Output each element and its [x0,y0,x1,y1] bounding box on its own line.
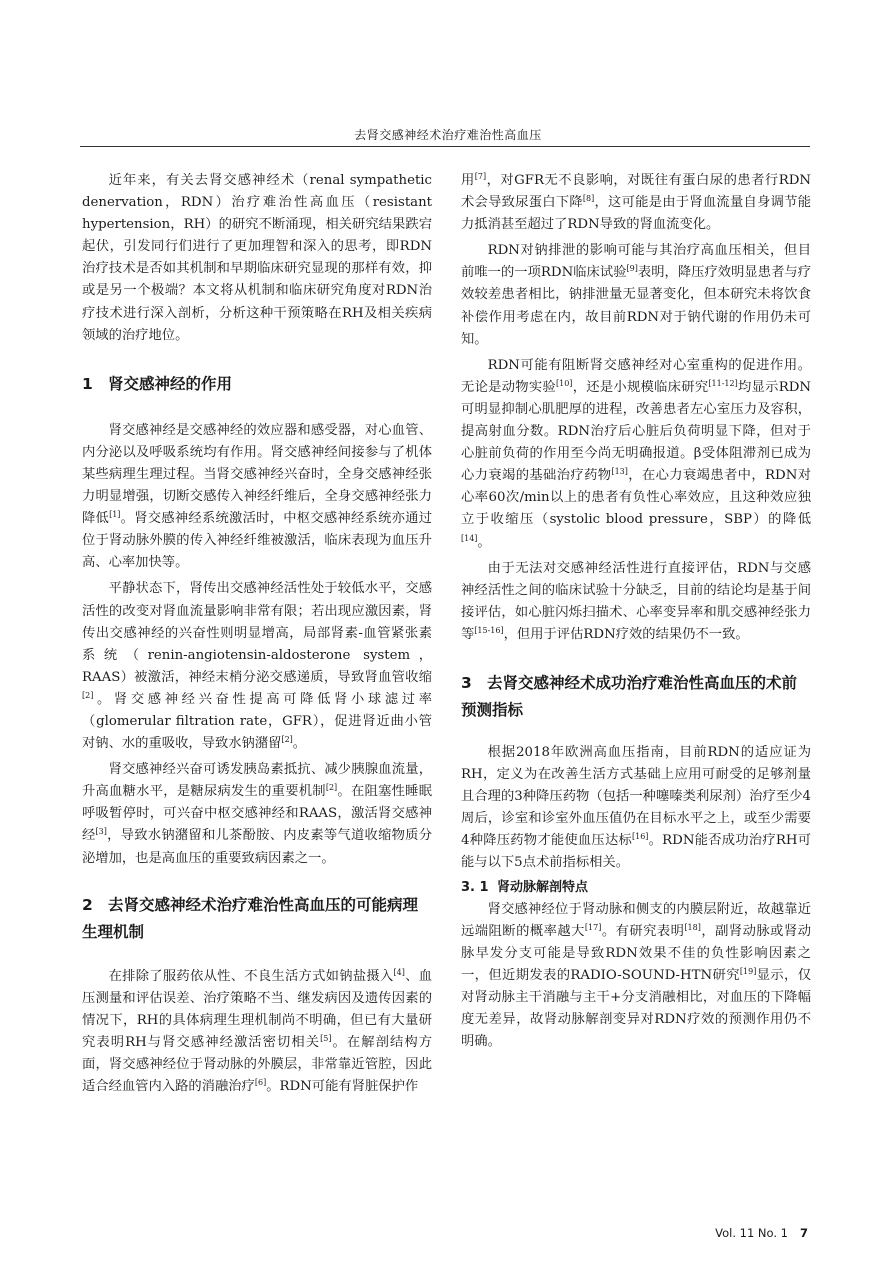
right-column [461,170,811,1053]
section-2-number: 2 [82,895,93,914]
text-run: 。在解剖结构方面，肾交感神经位于肾动脉的外膜层，非常靠近管腔，因此适合经血管内入路的消融治疗 [82,1034,433,1095]
citation: [11-12] [708,378,738,388]
text-run: ，副肾动脉或肾动脉早发分支可能是导致RDN效果不佳的负性影响因素之一，但近期发表的RADIO-SOUND-HTN研究 [461,923,812,983]
text-run: 、血压测量和评估误差、治疗策略不当、继发病因及遗传因素的情况下，RH的具体病理生理机制尚不明确，但已有大量研究表明RH与肾交感神经激活密切相关 [82,968,433,1050]
citation: [17] [584,922,602,932]
header-rule [80,146,810,147]
running-header: 去肾交感神经术治疗难治性高血压 [354,128,542,142]
text-run: 均显示RDN可明显抑制心肌肥厚的进程，改善患者左心室压力及容积，提高射血分数。RDN治疗后心脏后负荷明显下降，但对于心脏前负荷的作用至今尚无明确报道。β受体阻滞剂已成为心力衰竭的基础治疗药物 [461,379,812,484]
citation: [2] [281,735,293,745]
volume-label: Vol. 11 No. 1 [715,1226,788,1240]
citation: [6] [254,1078,267,1088]
text-run: 肾交感神经位于肾动脉和侧支的内膜层附近，故越靠近远端阻断的概率越大 [461,901,811,939]
text-run: 用 [461,173,475,188]
left-column [82,170,432,1098]
citation: [9] [626,264,638,274]
subsection-3-1-paragraph [461,899,811,1054]
page-footer [715,1226,808,1240]
section-1-paragraph-2 [82,578,432,755]
subsection-3-1-title: 肾动脉解剖特点 [497,879,589,895]
text-run: 。RDN能否成功治疗RH可能与以下5点术前指标相关。 [461,833,811,871]
text-run: 平静状态下，肾传出交感神经活性处于较低水平，交感活性的改变对肾血流量影响非常有限；若出现应激因素，肾传出交感神经的兴奋性则明显增高，局部肾素-血管紧张素系统（renin-angiotensin-aldosterone system，RAAS）被激活，神经末梢分泌交感递质，导致肾血管收缩 [82,581,432,685]
citation: [8] [582,194,595,204]
section-1-title: 肾交感神经的作用 [108,374,233,393]
text-run: 肾交感神经兴奋可诱发胰岛素抵抗、减少胰腺血流量，升高血糖水平，是糖尿病发生的重要机制 [82,762,432,800]
text-run: RDN可能有阻断肾交感神经对心室重构的促进作用。无论是动物实验 [461,357,811,395]
citation: [2] [82,690,94,700]
citation: [16] [632,832,649,842]
section-3-title: 去肾交感神经术成功治疗难治性高血压的术前预测指标 [461,673,798,719]
section-3-paragraph-1 [461,742,811,875]
text-run: 。在阻塞性睡眠呼吸暂停时，可兴奋中枢交感神经和RAAS，激活肾交感神经 [82,784,433,844]
text-run: 。RDN可能有肾脏保护作 [266,1079,419,1095]
text-run: 。肾交感神经兴奋性提高可降低肾小球滤过率（glomerular filtration rate，GFR），促进肾近曲小管对钠、水的重吸收，导致水钠潴留 [82,691,432,752]
citation: [13] [611,467,628,477]
text-run: ，这可能是由于肾血流量自身调节能力抵消甚至超过了RDN导致的肾血流变化。 [461,195,812,233]
citation: [7] [474,172,487,181]
text-run: 肾交感神经是交感神经的效应器和感受器，对心血管、内分泌以及呼吸系统均有作用。肾交感神经间接参与了机体某些病理生理过程。当肾交感神经兴奋时，全身交感神经张力明显增强，切断交感传入神经纤维后，全身交感神经张力降低 [82,422,432,527]
citation: [14] [461,533,478,543]
text-run: 近年来，有关去肾交感神经术（renal sympathetic denervation，RDN）治疗难治性高血压（resistant hypertension，RH）的研究不断涌现，相关研究结果跌宕起伏，引发同行们进行了更加理智和深入的思考，即RDN治疗技术是否如其机制和早期临床研究显现的那样有效，抑或是另一个极端？本文将从机制和临床研究角度对RDN治疗技术进行深入剖析，分析这种干预策略在RH及相关疾病领域的治疗地位。 [82,173,432,343]
subsection-3-1-number: 3. 1 [461,879,489,895]
citation: [2] [325,783,338,793]
section-1-paragraph-1 [82,420,432,575]
section-3-heading [461,670,811,724]
citation: [4] [393,967,405,977]
text-run: 。 [477,534,491,550]
citation: [3] [95,827,107,837]
intro-paragraph [82,170,432,347]
text-run: 由于无法对交感神经活性进行直接评估，RDN与交感神经活性之间的临床试验十分缺乏，目前的结论均是基于间接评估，如心脏闪烁扫描术、心率变异率和肌交感神经张力等 [461,560,811,642]
text-run: 根据2018年欧洲高血压指南，目前RDN的适应证为RH，定义为在改善生活方式基础上应用可耐受的足够剂量且合理的3种降压药物（包括一种噻嗪类利尿剂）治疗至少4周后，诊室和诊室外血压值仍在目标水平之上，或至少需要4种降压药物才能使血压达标 [461,744,811,849]
rdn-assessment-paragraph [461,558,811,646]
text-run: ，但用于评估RDN疗效的结果仍不一致。 [503,626,749,642]
text-run: ，还是小规模临床研究 [572,379,709,395]
section-2-heading [82,892,432,946]
text-run: 在排除了服药依从性、不良生活方式如钠盐摄入 [108,968,394,984]
rdn-ventricular-paragraph [461,355,811,554]
text-run: 。 [292,736,307,752]
text-run: ，导致水钠潴留和儿茶酚胺、内皮素等气道收缩物质分泌增加，也是高血压的重要致病因素之一。 [82,828,432,866]
section-2-title: 去肾交感神经术治疗难治性高血压的可能病理生理机制 [82,895,419,941]
section-3-number: 3 [461,673,472,692]
rdn-sodium-paragraph [461,240,811,350]
text-run: 。有研究表明 [601,923,685,939]
text-run: 表明，降压疗效明显患者与疗效较差患者相比，钠排泄量无显著变化，但本研究未将饮食补偿作用考虑在内，故目前RDN对于钠代谢的作用仍未可知。 [461,265,811,347]
text-run: ，在心力衰竭患者中，RDN对心率60次/min以上的患者有负性心率效应，且这种效应独立于收缩压（systolic blood pressure，SBP）的降低 [461,468,812,528]
subsection-3-1-heading [461,877,811,899]
text-run: ，对GFR无不良影响，对既往有蛋白尿的患者行RDN术会导致尿蛋白下降 [461,173,811,211]
text-run: 。肾交感神经系统激活时，中枢交感神经系统亦通过位于肾动脉外膜的传入神经纤维被激活，临床表现为血压升高、心率加快等。 [82,511,433,571]
section-2-paragraph-1 [82,966,432,1099]
section-1-paragraph-3 [82,759,432,869]
continued-paragraph [461,170,811,236]
citation: [10] [556,378,573,388]
citation: [5] [320,1033,332,1043]
citation: [15-16] [474,625,504,635]
citation: [18] [684,922,701,932]
section-1-heading [82,371,432,398]
citation: [19] [739,966,757,976]
text-run: 显示，仅对肾动脉主干消融与主干+分支消融相比，对血压的下降幅度无差异，故肾动脉解剖变异对RDN疗效的预测作用仍不明确。 [461,967,812,1050]
page-number: 7 [799,1226,808,1240]
section-1-number: 1 [82,374,93,393]
citation: [1] [109,510,121,520]
text-run: RDN对钠排泄的影响可能与其治疗高血压相关，但目前唯一的一项RDN临床试验 [461,243,811,281]
